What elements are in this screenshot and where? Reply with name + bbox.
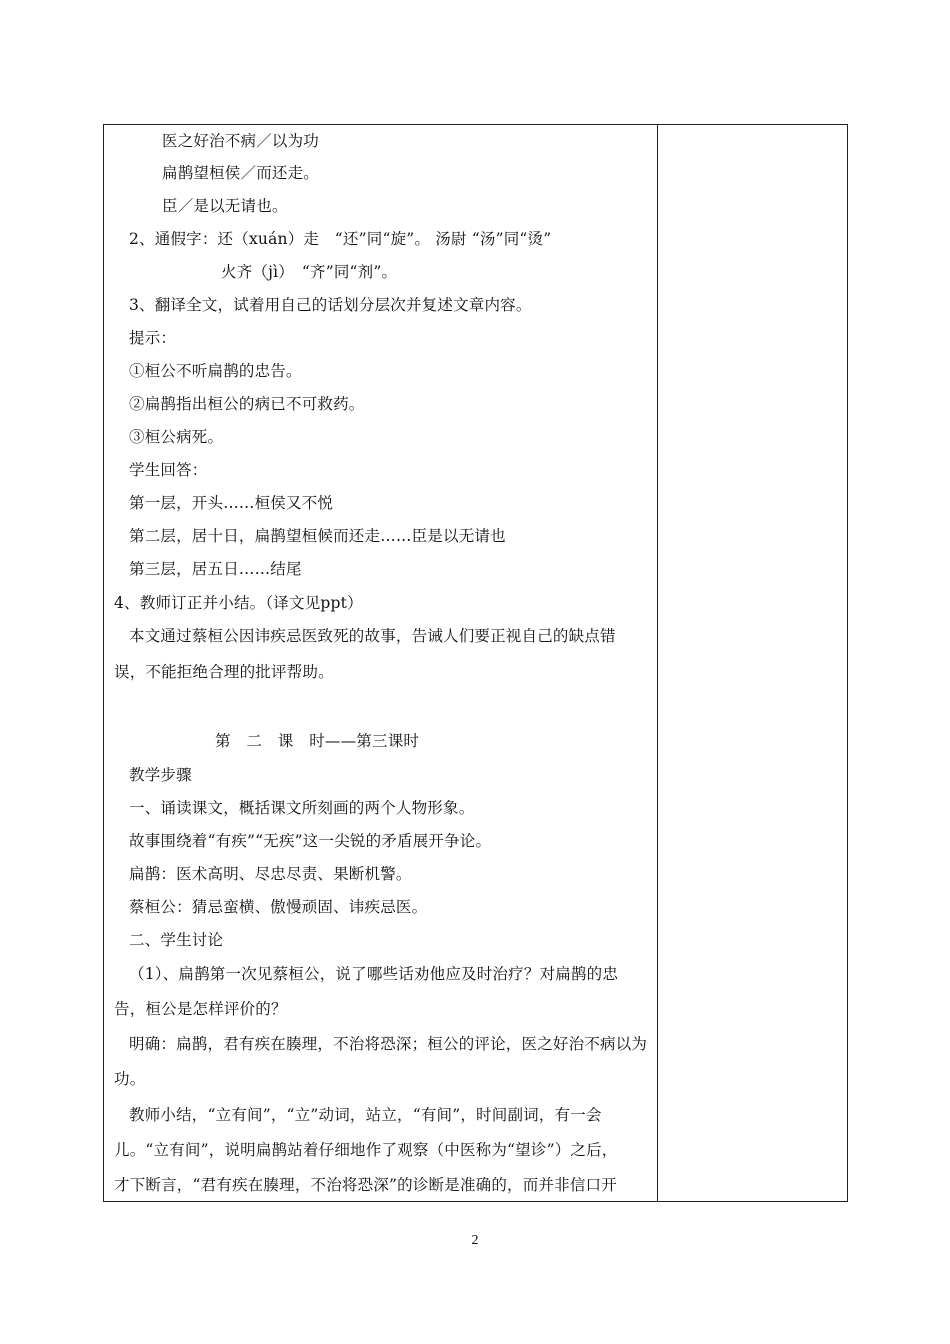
text-line: ②扁鹊指出桓公的病已不可救药。 <box>129 395 365 413</box>
text-line: 功。 <box>114 1070 146 1088</box>
text-line: （1）、扁鹊第一次见蔡桓公，说了哪些话劝他应及时治疗？对扁鹊的忠 <box>129 965 619 983</box>
text-line: 臣／是以无请也。 <box>162 197 288 215</box>
text-line: 4、教师订正并小结。（译文见ppt） <box>114 594 363 612</box>
lesson-content-cell <box>104 125 657 1201</box>
text-line: 2、通假字：还（xuán）走 “还”同“旋”。 汤尉 “汤”同“烫” <box>129 230 552 248</box>
section-heading: 第 二 课 时——第三课时 <box>215 732 420 750</box>
text-line: 第二层，居十日，扁鹊望桓候而还走……臣是以无请也 <box>129 527 506 545</box>
text-line: 告，桓公是怎样评价的？ <box>114 1000 287 1018</box>
text-line: ①桓公不听扁鹊的忠告。 <box>129 362 302 380</box>
text-line: 火齐（jì） “齐”同“剂”。 <box>221 263 398 281</box>
text-line: 第一层，开头……桓侯又不悦 <box>129 494 334 512</box>
notes-cell <box>658 125 848 1201</box>
text-line: 误，不能拒绝合理的批评帮助。 <box>114 663 334 681</box>
text-line: 第三层，居五日……结尾 <box>129 560 302 578</box>
text-line: 才下断言，“君有疾在腠理，不治将恐深”的诊断是准确的，而并非信口开 <box>114 1176 617 1194</box>
text-line: 学生回答： <box>129 461 208 479</box>
text-line: ③桓公病死。 <box>129 428 224 446</box>
text-line: 教师小结，“立有间”，“立”动词，站立，“有间”，时间副词，有一会 <box>129 1106 602 1124</box>
text-line: 一、诵读课文，概括课文所刻画的两个人物形象。 <box>129 799 475 817</box>
text-line: 本文通过蔡桓公因讳疾忌医致死的故事，告诫人们要正视自己的缺点错 <box>129 627 616 645</box>
text-line: 蔡桓公：猜忌蛮横、傲慢顽固、讳疾忌医。 <box>129 898 428 916</box>
text-line: 儿。“立有间”，说明扁鹊站着仔细地作了观察（中医称为“望诊”）之后， <box>114 1141 618 1159</box>
text-line: 故事围绕着“有疾”“无疾”这一尖锐的矛盾展开争论。 <box>129 832 492 850</box>
text-line: 提示： <box>129 329 177 347</box>
text-line: 扁鹊望桓侯／而还走。 <box>162 164 320 182</box>
text-line: 3、翻译全文，试着用自己的话划分层次并复述文章内容。 <box>129 296 532 314</box>
text-line: 教学步骤 <box>129 766 192 784</box>
text-line: 明确：扁鹊，君有疾在腠理，不治将恐深；桓公的评论，医之好治不病以为 <box>129 1035 648 1053</box>
page-number: 2 <box>471 1233 479 1248</box>
lesson-table <box>103 124 848 1202</box>
text-line: 二、学生讨论 <box>129 931 224 949</box>
text-line: 扁鹊：医术高明、尽忠尽责、果断机警。 <box>129 865 412 883</box>
text-line: 医之好治不病／以为功 <box>162 132 320 150</box>
